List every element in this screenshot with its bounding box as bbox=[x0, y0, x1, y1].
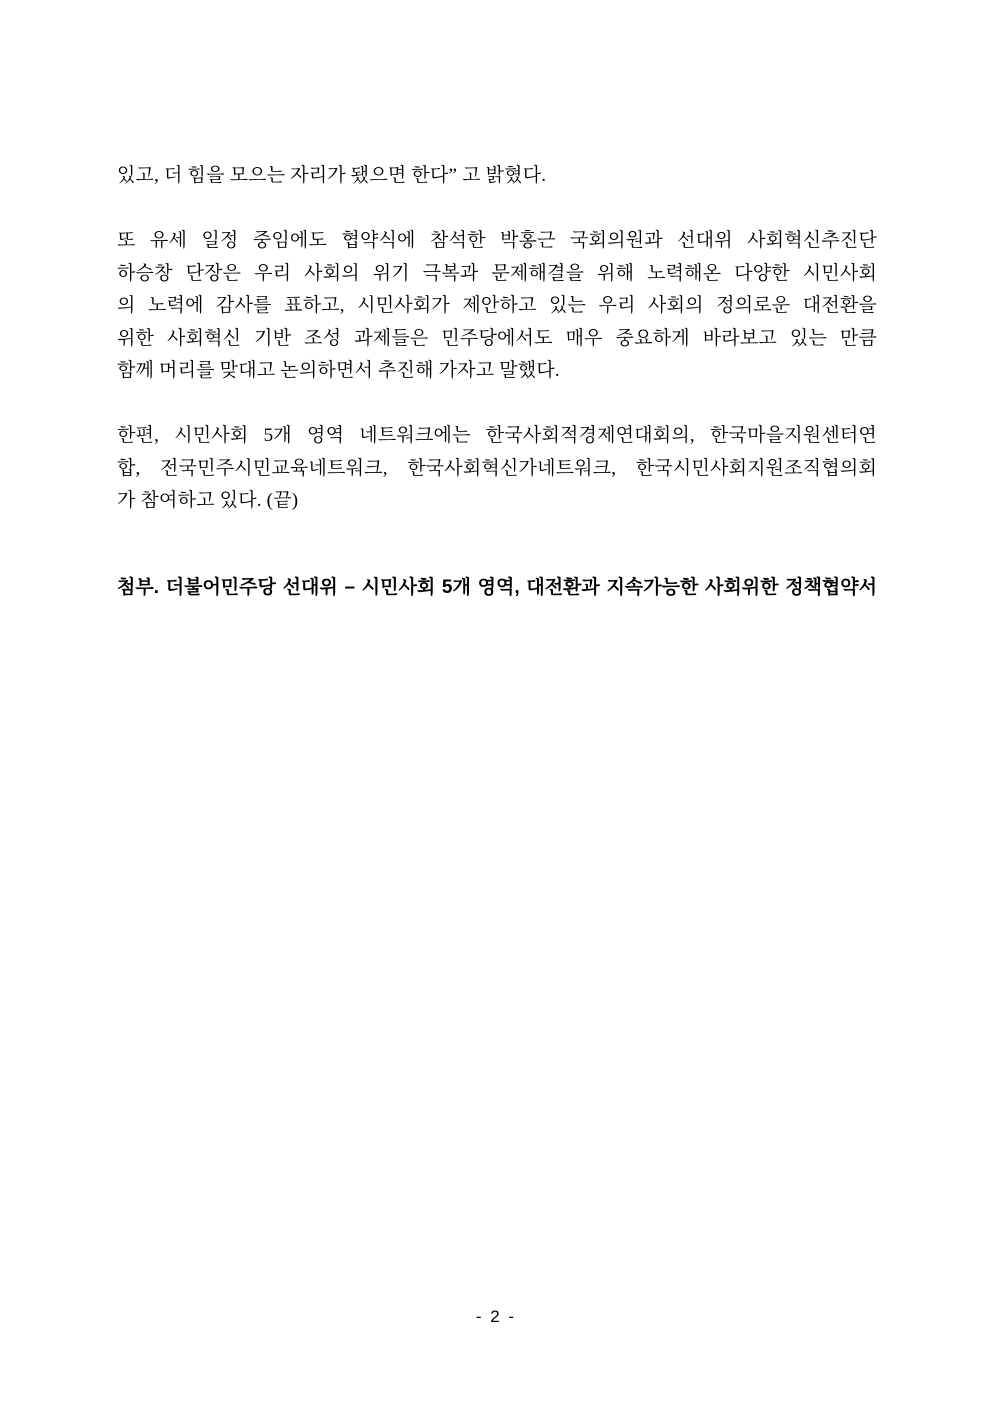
text-line: 또 유세 일정 중임에도 협약식에 참석한 박홍근 국회의원과 선대위 사회혁신추진단 bbox=[117, 230, 877, 251]
text-line: 함께 머리를 맞대고 논의하면서 추진해 가자고 말했다. bbox=[117, 360, 560, 381]
paragraph-remarks bbox=[117, 225, 877, 388]
text-line: 있고, 더 힘을 모으는 자리가 됐으면 한다” 고 밝혔다. bbox=[117, 165, 547, 186]
text-line: 위한 사회혁신 기반 조성 과제들은 민주당에서도 매우 중요하게 바라보고 있는 만큼 bbox=[117, 327, 877, 349]
page-number: - 2 - bbox=[475, 1307, 517, 1326]
document-body bbox=[117, 160, 877, 604]
paragraph-closing-quote bbox=[117, 160, 877, 193]
attachment-note: 첨부. 더불어민주당 선대위 – 시민사회 5개 영역, 대전환과 지속가능한 사회위한 정책협약서 bbox=[117, 576, 877, 598]
text-line: 합, 전국민주시민교육네트워크, 한국사회혁신가네트워크, 한국시민사회지원조직협의회 bbox=[117, 457, 877, 479]
text-line: 가 참여하고 있다. (끝) bbox=[117, 490, 299, 511]
paragraph-network-members bbox=[117, 420, 877, 518]
text-line: 의 노력에 감사를 표하고, 시민사회가 제안하고 있는 우리 사회의 정의로운 대전환을 bbox=[117, 295, 877, 316]
text-line: 한편, 시민사회 5개 영역 네트워크에는 한국사회적경제연대회의, 한국마을지원센터연 bbox=[117, 425, 877, 446]
text-line: 하승창 단장은 우리 사회의 위기 극복과 문제해결을 위해 노력해온 다양한 시민사회 bbox=[117, 262, 877, 284]
